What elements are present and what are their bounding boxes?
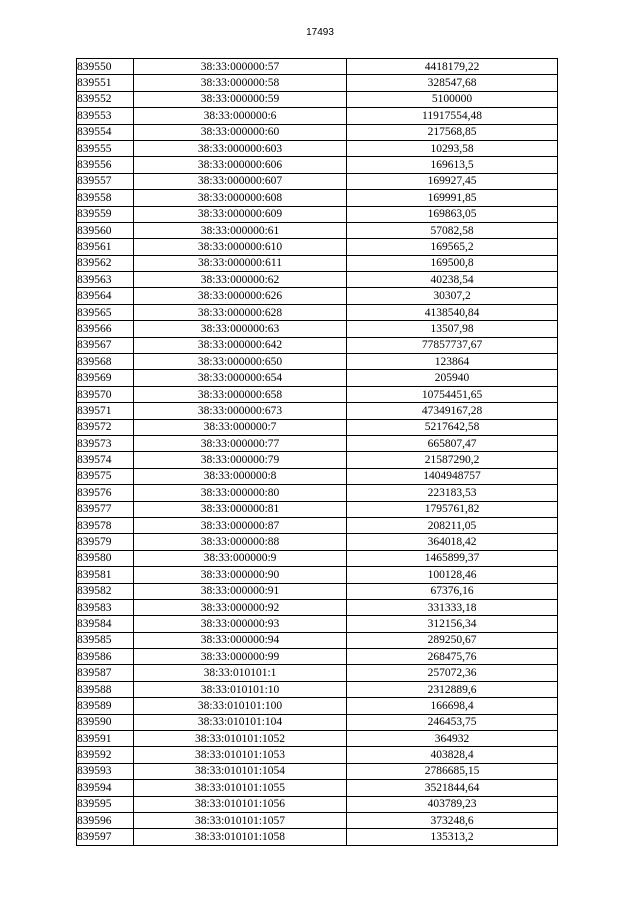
row-number-cell: 839594 [77,780,134,796]
cadastral-number-cell: 38:33:000000:91 [134,583,347,599]
table-row [77,239,558,255]
value-cell: 3521844,64 [347,780,558,796]
table-row [77,370,558,386]
row-number-cell: 839562 [77,255,134,271]
cadastral-number-cell: 38:33:000000:79 [134,452,347,468]
value-cell: 57082,58 [347,222,558,238]
cadastral-number-cell: 38:33:000000:658 [134,386,347,402]
cadastral-number-cell: 38:33:000000:8 [134,468,347,484]
table-row [77,452,558,468]
cadastral-number-cell: 38:33:000000:88 [134,534,347,550]
value-cell: 166698,4 [347,698,558,714]
row-number-cell: 839564 [77,288,134,304]
table-row [77,665,558,681]
value-cell: 331333,18 [347,599,558,615]
table-row [77,206,558,222]
row-number-cell: 839568 [77,354,134,370]
table-row [77,550,558,566]
table-row [77,583,558,599]
row-number-cell: 839587 [77,665,134,681]
table-row [77,812,558,828]
table-row [77,419,558,435]
cadastral-number-cell: 38:33:000000:609 [134,206,347,222]
table-row [77,796,558,812]
value-cell: 665807,47 [347,435,558,451]
cadastral-number-cell: 38:33:000000:6 [134,108,347,124]
table-row [77,649,558,665]
value-cell: 77857737,67 [347,337,558,353]
cadastral-number-cell: 38:33:010101:1057 [134,812,347,828]
row-number-cell: 839558 [77,190,134,206]
value-cell: 217568,85 [347,124,558,140]
table-row [77,780,558,796]
value-cell: 5100000 [347,91,558,107]
table-row [77,632,558,648]
value-cell: 2786685,15 [347,763,558,779]
cadastral-number-cell: 38:33:000000:673 [134,403,347,419]
value-cell: 328547,68 [347,75,558,91]
cadastral-number-cell: 38:33:000000:99 [134,649,347,665]
value-cell: 5217642,58 [347,419,558,435]
value-cell: 169613,5 [347,157,558,173]
table-row [77,731,558,747]
value-cell: 30307,2 [347,288,558,304]
table-body [77,59,558,846]
cadastral-number-cell: 38:33:010101:1056 [134,796,347,812]
row-number-cell: 839573 [77,435,134,451]
table-row [77,681,558,697]
row-number-cell: 839578 [77,517,134,533]
cadastral-number-cell: 38:33:000000:654 [134,370,347,386]
row-number-cell: 839581 [77,567,134,583]
value-cell: 2312889,6 [347,681,558,697]
table-row [77,698,558,714]
cadastral-number-cell: 38:33:000000:642 [134,337,347,353]
row-number-cell: 839559 [77,206,134,222]
row-number-cell: 839577 [77,501,134,517]
row-number-cell: 839552 [77,91,134,107]
cadastral-number-cell: 38:33:010101:1053 [134,747,347,763]
table-row [77,91,558,107]
row-number-cell: 839591 [77,731,134,747]
cadastral-number-cell: 38:33:000000:81 [134,501,347,517]
cadastral-number-cell: 38:33:000000:94 [134,632,347,648]
row-number-cell: 839589 [77,698,134,714]
value-cell: 123864 [347,354,558,370]
row-number-cell: 839586 [77,649,134,665]
value-cell: 403828,4 [347,747,558,763]
value-cell: 169991,85 [347,190,558,206]
row-number-cell: 839557 [77,173,134,189]
table-row [77,59,558,75]
cadastral-number-cell: 38:33:000000:650 [134,354,347,370]
value-cell: 364932 [347,731,558,747]
cadastral-number-cell: 38:33:010101:100 [134,698,347,714]
cadastral-number-cell: 38:33:000000:7 [134,419,347,435]
value-cell: 312156,34 [347,616,558,632]
value-cell: 47349167,28 [347,403,558,419]
cadastral-number-cell: 38:33:000000:93 [134,616,347,632]
value-cell: 1795761,82 [347,501,558,517]
cadastral-number-cell: 38:33:000000:608 [134,190,347,206]
table-row [77,222,558,238]
cadastral-number-cell: 38:33:000000:57 [134,59,347,75]
cadastral-number-cell: 38:33:010101:1058 [134,829,347,845]
value-cell: 4418179,22 [347,59,558,75]
cadastral-number-cell: 38:33:000000:606 [134,157,347,173]
row-number-cell: 839567 [77,337,134,353]
value-cell: 1404948757 [347,468,558,484]
value-cell: 40238,54 [347,272,558,288]
value-cell: 169500,8 [347,255,558,271]
row-number-cell: 839572 [77,419,134,435]
row-number-cell: 839588 [77,681,134,697]
table-row [77,304,558,320]
value-cell: 223183,53 [347,485,558,501]
table-row [77,108,558,124]
table-row [77,747,558,763]
cadastral-number-cell: 38:33:000000:59 [134,91,347,107]
table-row [77,354,558,370]
cadastral-number-cell: 38:33:010101:1 [134,665,347,681]
cadastral-number-cell: 38:33:000000:60 [134,124,347,140]
cadastral-number-cell: 38:33:000000:90 [134,567,347,583]
value-cell: 4138540,84 [347,304,558,320]
value-cell: 10293,58 [347,140,558,156]
row-number-cell: 839555 [77,140,134,156]
row-number-cell: 839585 [77,632,134,648]
table-row [77,534,558,550]
row-number-cell: 839566 [77,321,134,337]
cadastral-number-cell: 38:33:000000:626 [134,288,347,304]
value-cell: 205940 [347,370,558,386]
table-row [77,321,558,337]
value-cell: 403789,23 [347,796,558,812]
table-row [77,616,558,632]
cadastral-number-cell: 38:33:000000:61 [134,222,347,238]
row-number-cell: 839580 [77,550,134,566]
cadastral-number-cell: 38:33:000000:611 [134,255,347,271]
row-number-cell: 839592 [77,747,134,763]
row-number-cell: 839584 [77,616,134,632]
row-number-cell: 839561 [77,239,134,255]
cadastral-number-cell: 38:33:010101:104 [134,714,347,730]
table-row [77,403,558,419]
row-number-cell: 839583 [77,599,134,615]
value-cell: 1465899,37 [347,550,558,566]
cadastral-number-cell: 38:33:010101:10 [134,681,347,697]
table-row [77,763,558,779]
table-row [77,485,558,501]
table-row [77,435,558,451]
cadastral-number-cell: 38:33:000000:62 [134,272,347,288]
table-row [77,288,558,304]
value-cell: 11917554,48 [347,108,558,124]
value-cell: 100128,46 [347,567,558,583]
value-cell: 169927,45 [347,173,558,189]
row-number-cell: 839553 [77,108,134,124]
table-row [77,599,558,615]
cadastral-number-cell: 38:33:000000:610 [134,239,347,255]
row-number-cell: 839582 [77,583,134,599]
value-cell: 169565,2 [347,239,558,255]
value-cell: 246453,75 [347,714,558,730]
table-row [77,173,558,189]
value-cell: 208211,05 [347,517,558,533]
row-number-cell: 839590 [77,714,134,730]
table-row [77,468,558,484]
row-number-cell: 839563 [77,272,134,288]
row-number-cell: 839576 [77,485,134,501]
row-number-cell: 839551 [77,75,134,91]
row-number-cell: 839597 [77,829,134,845]
cadastral-value-table [76,58,558,846]
table-row [77,386,558,402]
table-row [77,501,558,517]
cadastral-number-cell: 38:33:000000:92 [134,599,347,615]
row-number-cell: 839570 [77,386,134,402]
row-number-cell: 839560 [77,222,134,238]
cadastral-number-cell: 38:33:010101:1054 [134,763,347,779]
row-number-cell: 839579 [77,534,134,550]
table-row [77,75,558,91]
table-row [77,714,558,730]
row-number-cell: 839574 [77,452,134,468]
cadastral-number-cell: 38:33:000000:607 [134,173,347,189]
value-cell: 364018,42 [347,534,558,550]
value-cell: 268475,76 [347,649,558,665]
value-cell: 257072,36 [347,665,558,681]
table-row [77,190,558,206]
row-number-cell: 839565 [77,304,134,320]
value-cell: 169863,05 [347,206,558,222]
cadastral-number-cell: 38:33:010101:1055 [134,780,347,796]
table-row [77,157,558,173]
cadastral-number-cell: 38:33:000000:77 [134,435,347,451]
value-cell: 289250,67 [347,632,558,648]
table-row [77,124,558,140]
table-row [77,140,558,156]
row-number-cell: 839571 [77,403,134,419]
value-cell: 135313,2 [347,829,558,845]
table-row [77,829,558,845]
cadastral-number-cell: 38:33:000000:603 [134,140,347,156]
table-row [77,337,558,353]
row-number-cell: 839593 [77,763,134,779]
row-number-cell: 839556 [77,157,134,173]
cadastral-number-cell: 38:33:000000:63 [134,321,347,337]
table-row [77,255,558,271]
cadastral-number-cell: 38:33:000000:80 [134,485,347,501]
row-number-cell: 839596 [77,812,134,828]
table-row [77,517,558,533]
table-row [77,272,558,288]
cadastral-number-cell: 38:33:000000:87 [134,517,347,533]
cadastral-number-cell: 38:33:000000:9 [134,550,347,566]
row-number-cell: 839554 [77,124,134,140]
cadastral-number-cell: 38:33:000000:58 [134,75,347,91]
row-number-cell: 839550 [77,59,134,75]
row-number-cell: 839569 [77,370,134,386]
table-row [77,567,558,583]
value-cell: 21587290,2 [347,452,558,468]
cadastral-number-cell: 38:33:010101:1052 [134,731,347,747]
value-cell: 10754451,65 [347,386,558,402]
value-cell: 67376,16 [347,583,558,599]
row-number-cell: 839575 [77,468,134,484]
page-number: 17493 [306,27,334,38]
cadastral-number-cell: 38:33:000000:628 [134,304,347,320]
value-cell: 373248,6 [347,812,558,828]
value-cell: 13507,98 [347,321,558,337]
row-number-cell: 839595 [77,796,134,812]
